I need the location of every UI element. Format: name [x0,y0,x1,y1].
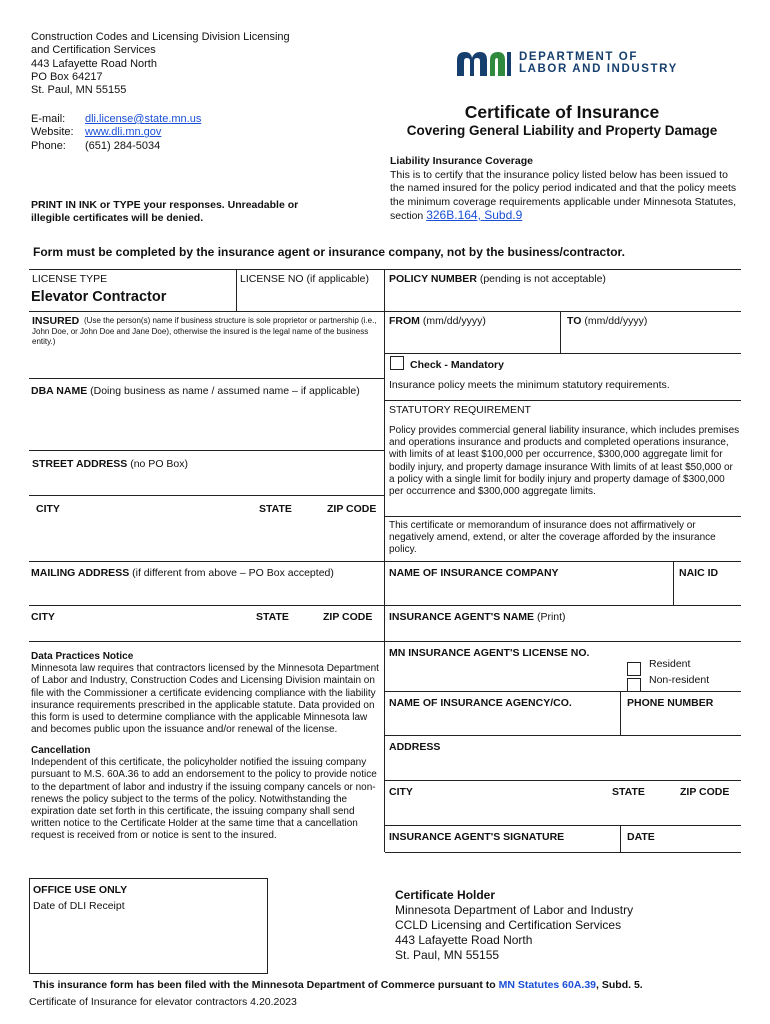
min-statutory-text: Insurance policy meets the minimum statutory requirements. [389,379,670,391]
agency-phone-label[interactable]: PHONE NUMBER [627,697,714,709]
form-identifier: Certificate of Insurance for elevator contractors 4.20.2023 [29,996,297,1008]
license-type-label: LICENSE TYPE [32,273,108,285]
policy-number-label: POLICY NUMBER [389,273,477,285]
email-label: E-mail: [31,113,66,125]
address-line: 443 Lafayette Road North [31,57,157,70]
cancellation-text: Independent of this certificate, the policyholder notified the issuing company pursuant to M.S. 60A.36 to add an endorsement to the policy to provide notice to the department of labor and industry if the issuing company cancels or non-renews the policy subject to the terms of the policy. Notwithstanding the expiration date set forth in this certificate, the issuing company shall send written notice to the Certificate Holder at the same time that a cancellation request is received from or notice is sent to the insured. [31,757,377,842]
page-subtitle: Covering General Liability and Property Damage [406,123,718,138]
holder-line: Minnesota Department of Labor and Industry [395,903,634,917]
license-no-note: (if applicable) [306,273,369,285]
resident-checkbox[interactable] [627,662,641,676]
office-use-box [29,878,268,974]
policy-number-field[interactable] [389,273,606,286]
mailing-note: (if different from above – PO Box accepted) [132,567,334,579]
agency-state-label[interactable]: STATE [612,786,645,798]
print-note: PRINT IN INK or TYPE your responses. Unreadable or illegible certificates will be denied. [31,199,299,224]
phone-value: (651) 284-5034 [85,139,161,152]
email-link[interactable]: dli.license@state.mn.us [85,113,202,125]
address-line: and Certification Services [31,44,156,57]
to-label: TO [567,315,582,327]
policy-number-note: (pending is not acceptable) [479,273,606,285]
data-practices-heading: Data Practices Notice [31,651,134,662]
agent-signature-label[interactable]: INSURANCE AGENT'S SIGNATURE [389,831,565,843]
liability-text: This is to certify that the insurance policy listed below has been issued to the named insured for the policy period indicated and that the policy meets the minimum coverage requirements applicable under Minnesota Statutes, section [390,168,737,222]
naic-label[interactable]: NAIC ID [679,567,719,579]
office-use-heading: OFFICE USE ONLY [33,884,128,896]
address-line: Construction Codes and Licensing Division Licensing [31,31,290,43]
city-label[interactable]: CITY [36,503,60,515]
nonresident-checkbox[interactable] [627,678,641,692]
street-address-field[interactable] [32,458,188,471]
data-practices-text: Minnesota law requires that contractors licensed by the Minnesota Department of Labor and Industry, Construction Codes and Licensing Division maintain on file with the Commissioner a certificate evidencing compliance with the liability insurance requirements prescribed in the applicable statute. Data provided on this form is used to determine compliance with the applicable Minnesota law and becomes public upon the issuance and/or renewal of the license. [31,663,379,736]
mn-logo-icon [455,50,513,76]
holder-line: CCLD Licensing and Certification Services [395,918,622,932]
insurance-company-label[interactable]: NAME OF INSURANCE COMPANY [389,567,559,579]
filing-notice [33,979,643,991]
agency-address-label[interactable]: ADDRESS [389,741,441,753]
agent-name-field[interactable] [389,611,566,624]
license-no-field[interactable] [240,273,369,286]
completion-instruction: Form must be completed by the insurance agent or insurance company, not by the business/contractor. [33,245,625,259]
street-note: (no PO Box) [130,458,188,470]
statutory-req-label: STATUTORY REQUIREMENT [389,404,531,416]
agent-name-note: (Print) [536,611,566,623]
statute-link[interactable]: 326B.164, Subd.9 [426,208,523,222]
dba-label: DBA NAME [31,385,88,397]
zip-label[interactable]: ZIP CODE [327,503,377,515]
division-address [31,31,290,97]
liability-coverage [390,155,740,224]
logo-line-1: DEPARTMENT OF [519,50,638,63]
mailing-address-field[interactable] [31,567,334,580]
phone-label: Phone: [31,139,66,152]
resident-label: Resident [649,658,691,670]
agent-license-label[interactable]: MN INSURANCE AGENT'S LICENSE NO. [389,647,590,659]
to-note: (mm/dd/yyyy) [584,315,648,327]
filing-end: , Subd. 5. [596,979,643,991]
holder-line: St. Paul, MN 55155 [395,948,500,962]
website-label: Website: [31,126,74,139]
certificate-holder [395,888,633,963]
liability-heading: Liability Insurance Coverage [390,155,533,167]
agency-city-label[interactable]: CITY [389,786,413,798]
dli-logo [455,50,678,76]
to-date-field[interactable] [567,315,647,328]
from-date-field[interactable] [389,315,486,328]
nonresident-label: Non-resident [649,674,710,686]
agency-zip-label[interactable]: ZIP CODE [680,786,730,798]
dba-name-field[interactable] [31,385,360,398]
dba-note: (Doing business as name / assumed name – if applicable) [90,385,360,397]
insured-note: (Use the person(s) name if business structure is sole proprietor or partnership (i.e., John Doe, or John Doe and Jane Doe), otherwise the insured is the legal name of the business entity.) [32,316,377,346]
cancellation-heading: Cancellation [31,745,91,756]
data-practices-notice [31,651,381,736]
contact-info [31,113,201,153]
memo-text: This certificate or memorandum of insurance does not affirmatively or negatively amend, extend, or alter the coverage afforded by the insurance policy. [389,520,716,556]
street-label: STREET ADDRESS [32,458,128,470]
website-link[interactable]: www.dli.mn.gov [85,126,162,139]
from-note: (mm/dd/yyyy) [422,315,486,327]
agency-label[interactable]: NAME OF INSURANCE AGENCY/CO. [389,697,572,709]
signature-date-label[interactable]: DATE [627,831,655,843]
insured-label: INSURED [32,315,80,327]
address-line: PO Box 64217 [31,70,103,83]
mailing-state-label[interactable]: STATE [256,611,289,623]
page-title: Certificate of Insurance [464,102,660,122]
filing-text: This insurance form has been filed with the Minnesota Department of Commerce pursuant to [33,979,496,991]
holder-heading: Certificate Holder [395,888,496,902]
license-type-value[interactable]: Elevator Contractor [31,289,167,305]
address-line: St. Paul, MN 55155 [31,84,127,97]
check-mandatory-label: Check - Mandatory [410,359,504,371]
state-label[interactable]: STATE [259,503,292,515]
cancellation-notice [31,745,381,843]
mailing-zip-label[interactable]: ZIP CODE [323,611,373,623]
mailing-city-label[interactable]: CITY [31,611,55,623]
dli-receipt-label: Date of DLI Receipt [33,900,125,912]
mandatory-checkbox[interactable] [390,356,404,370]
mailing-label: MAILING ADDRESS [31,567,130,579]
statutory-text: Policy provides commercial general liability insurance, which includes premises and operations insurance and products and completed operations insurance, with limits of at least $100,000 per occurrence, $300,000 aggregate limit for bodily injury, and property damage insurance With limits of at least $50,000 or a policy with a single limit for bodily injury and property damage of $300,000 per occurrence and $300,000 aggregate limits. [389,425,740,498]
holder-line: 443 Lafayette Road North [395,933,533,947]
from-label: FROM [389,315,420,327]
agent-name-label: INSURANCE AGENT'S NAME [389,611,535,623]
statute-60a39-link[interactable]: MN Statutes 60A.39 [498,979,597,991]
logo-line-2: LABOR AND INDUSTRY [519,63,678,75]
license-no-label: LICENSE NO [240,273,304,285]
